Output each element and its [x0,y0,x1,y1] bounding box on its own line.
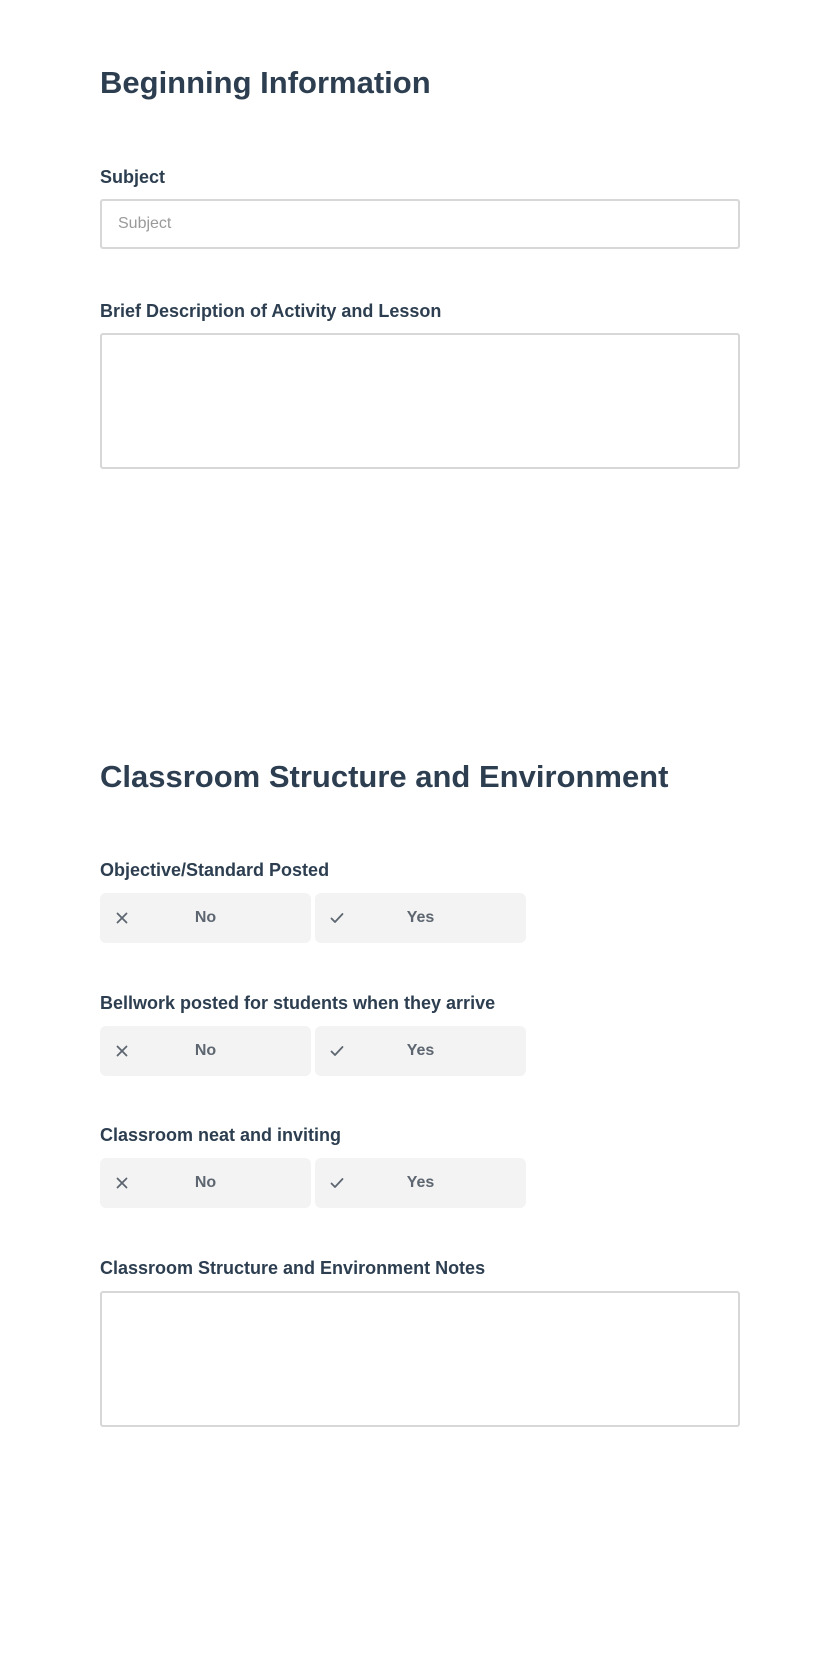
objective-standard-yes-button[interactable] [315,893,526,943]
beginning-information-section [100,64,740,484]
yes-label: Yes [406,909,435,926]
objective-standard-toggle-group [100,893,526,943]
bellwork-yes-button[interactable] [315,1026,526,1076]
classroom-neat-yes-button[interactable] [315,1158,526,1208]
no-label: No [194,1042,217,1059]
description-label: Brief Description of Activity and Lesson [100,301,442,321]
no-label: No [194,1174,217,1191]
classroom-neat-no-button[interactable] [100,1158,311,1208]
classroom-neat-toggle-group [100,1158,526,1208]
classroom-notes-label: Classroom Structure and Environment Notes [100,1258,486,1278]
objective-standard-label: Objective/Standard Posted [100,860,330,880]
objective-standard-no-button[interactable] [100,893,311,943]
bellwork-no-button[interactable] [100,1026,311,1076]
description-textarea[interactable] [100,333,740,469]
yes-label: Yes [406,1174,435,1191]
section-title-beginning-information: Beginning Information [100,65,431,100]
yes-label: Yes [406,1042,435,1059]
section-title-classroom-structure: Classroom Structure and Environment [100,759,669,794]
classroom-notes-textarea[interactable] [100,1291,740,1427]
classroom-structure-section [100,758,740,1458]
bellwork-toggle-group [100,1026,526,1076]
subject-label: Subject [100,167,166,187]
classroom-neat-label: Classroom neat and inviting [100,1125,342,1145]
subject-input[interactable] [100,199,740,249]
bellwork-label: Bellwork posted for students when they arrive [100,993,496,1013]
no-label: No [194,909,217,926]
